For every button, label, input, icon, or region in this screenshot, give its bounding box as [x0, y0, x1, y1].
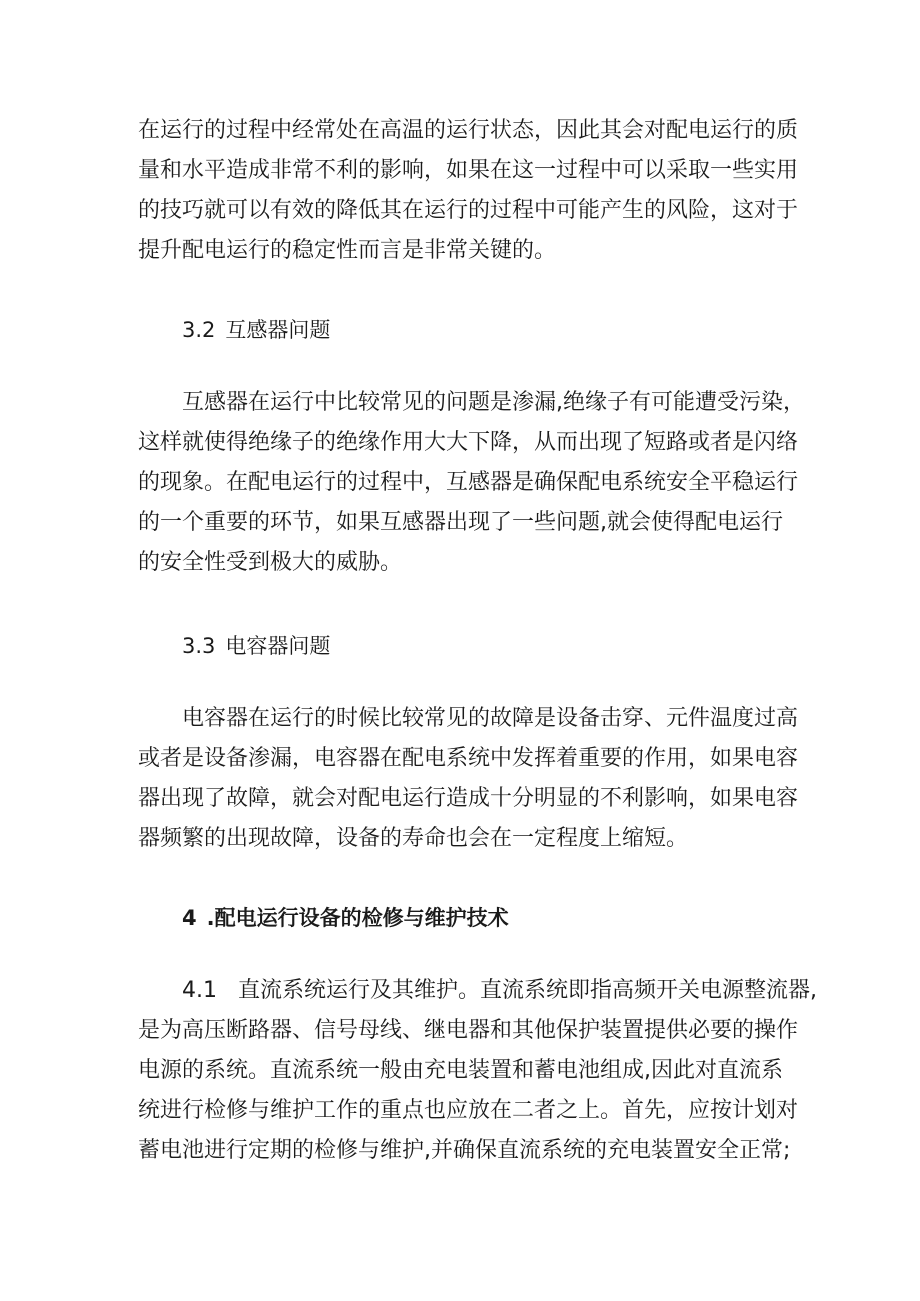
paragraph-line: 蓄电池进行定期的检修与维护,并确保直流系统的充电装置安全正常;	[138, 1138, 791, 1163]
paragraph-line: 器频繁的出现故障，设备的寿命也会在一定程度上缩短。	[138, 826, 689, 851]
paragraph-line: 量和水平造成非常不利的影响，如果在这一过程中可以采取一些实用	[138, 158, 799, 183]
paragraph-3	[138, 699, 799, 859]
paragraph-line: 的技巧就可以有效的降低其在运行的过程中可能产生的风险，这对于	[138, 198, 799, 223]
section-number: 3.2	[182, 318, 216, 342]
paragraph-2	[138, 383, 805, 583]
paragraph-line: 在运行的过程中经常处在高温的运行状态，因此其会对配电运行的质	[138, 118, 799, 143]
paragraph-line: 的安全性受到极大的威胁。	[138, 550, 403, 575]
paragraph-line: 是为高压断路器、信号母线、继电器和其他保护装置提供必要的操作	[138, 1018, 799, 1043]
paragraph-line: 或者是设备渗漏，电容器在配电系统中发挥着重要的作用，如果电容	[138, 746, 799, 771]
section-title: 电容器问题	[225, 634, 331, 658]
paragraph-line: 电源的系统。直流系统一般由充电装置和蓄电池组成,因此对直流系	[138, 1058, 783, 1083]
section-title: .配电运行设备的检修与维护技术	[206, 906, 509, 930]
paragraph-line: 电容器在运行的时候比较常见的故障是设备击穿、元件温度过高	[182, 706, 799, 731]
paragraph-line: 这样就使得绝缘子的绝缘作用大大下降，从而出现了短路或者是闪络	[138, 430, 799, 455]
paragraph-line: 的现象。在配电运行的过程中，互感器是确保配电系统安全平稳运行	[138, 470, 799, 495]
section-heading-3-2	[182, 310, 330, 350]
section-heading-4	[182, 898, 509, 938]
section-number: 3.3	[182, 634, 216, 658]
paragraph-line: 4.1 直流系统运行及其维护。直流系统即指高频开关电源整流器,	[182, 978, 817, 1003]
paragraph-line: 提升配电运行的稳定性而言是非常关键的。	[138, 238, 557, 263]
paragraph-line: 器出现了故障，就会对配电运行造成十分明显的不利影响，如果电容	[138, 786, 799, 811]
section-heading-3-3	[182, 626, 330, 666]
paragraph-1	[138, 111, 799, 271]
section-title: 互感器问题	[225, 318, 331, 342]
paragraph-line: 互感器在运行中比较常见的问题是渗漏,绝缘子有可能遭受污染，	[182, 390, 805, 415]
paragraph-4	[138, 971, 817, 1171]
paragraph-line: 的一个重要的环节，如果互感器出现了一些问题,就会使得配电运行	[138, 510, 783, 535]
paragraph-line: 统进行检修与维护工作的重点也应放在二者之上。首先，应按计划对	[138, 1098, 799, 1123]
section-number: 4	[182, 906, 197, 930]
